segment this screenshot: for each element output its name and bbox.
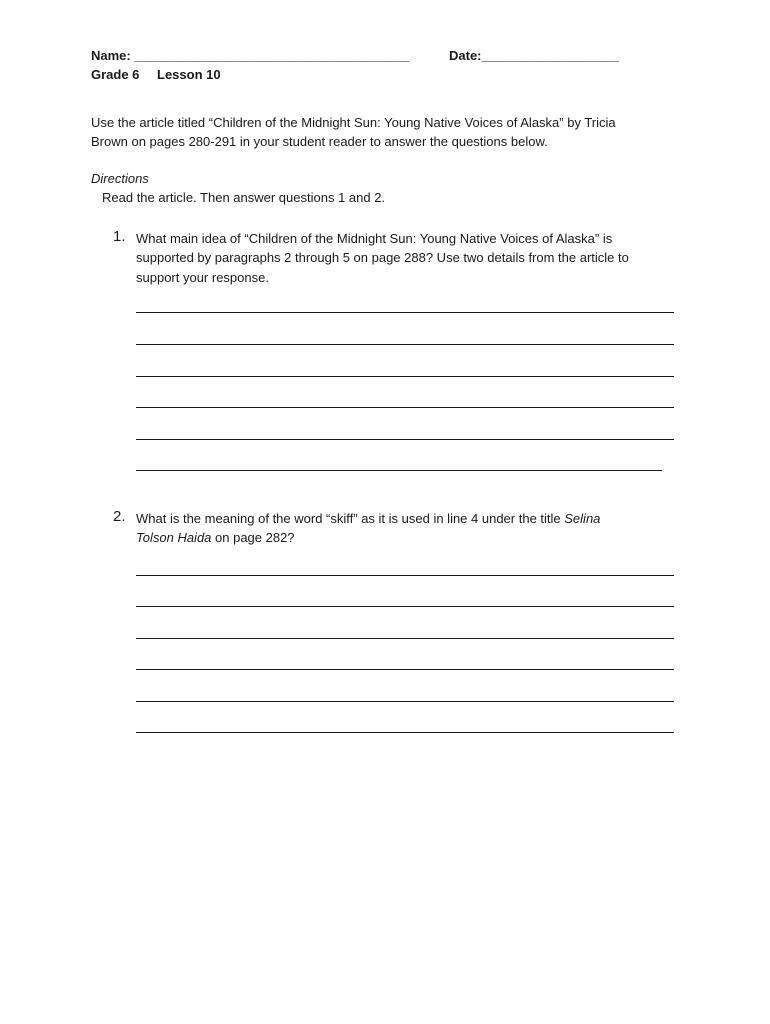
intro-line-2: Brown on pages 280-291 in your student reader to answer the questions below. <box>91 134 548 149</box>
directions-text: Read the article. Then answer questions 1 and 2. <box>102 190 386 205</box>
question-1-line-3: support your response. <box>136 270 269 285</box>
answer-line-q2-1[interactable] <box>136 575 674 576</box>
question-2-title-part-2: Tolson Haida <box>136 530 212 545</box>
question-1-line-1: What main idea of “Children of the Midnight Sun: Young Native Voices of Alaska” is <box>136 231 613 246</box>
lesson-label: Lesson 10 <box>157 67 221 82</box>
question-1-line-2: supported by paragraphs 2 through 5 on page 288? Use two details from the article to <box>136 250 629 265</box>
date-field-label: Date:___________________ <box>449 48 619 63</box>
answer-line-q2-6[interactable] <box>136 732 674 733</box>
answer-line-q1-4[interactable] <box>136 407 674 408</box>
grade-label: Grade 6 <box>91 67 140 82</box>
answer-line-q1-2[interactable] <box>136 344 674 345</box>
answer-line-q1-3[interactable] <box>136 376 674 377</box>
question-2-line-2 <box>136 528 295 547</box>
intro-line-1: Use the article titled “Children of the Midnight Sun: Young Native Voices of Alaska” by Tricia <box>91 115 616 130</box>
directions-heading: Directions <box>91 171 149 186</box>
question-2-text: What is the meaning of the word “skiff” as it is used in line 4 under the title <box>136 511 565 526</box>
answer-line-q1-6[interactable] <box>136 470 662 471</box>
question-2-title-part-1: Selina <box>564 511 601 526</box>
answer-line-q2-3[interactable] <box>136 638 674 639</box>
name-field-label: Name: ______________________________________ <box>91 48 410 63</box>
question-2-line-1 <box>136 509 600 528</box>
question-1-number: 1. <box>113 228 126 245</box>
answer-line-q2-4[interactable] <box>136 669 674 670</box>
question-2-number: 2. <box>113 508 126 525</box>
answer-line-q2-5[interactable] <box>136 701 674 702</box>
answer-line-q2-2[interactable] <box>136 606 674 607</box>
question-2-suffix: on page 282? <box>211 530 295 545</box>
answer-line-q1-1[interactable] <box>136 312 674 313</box>
answer-line-q1-5[interactable] <box>136 439 674 440</box>
